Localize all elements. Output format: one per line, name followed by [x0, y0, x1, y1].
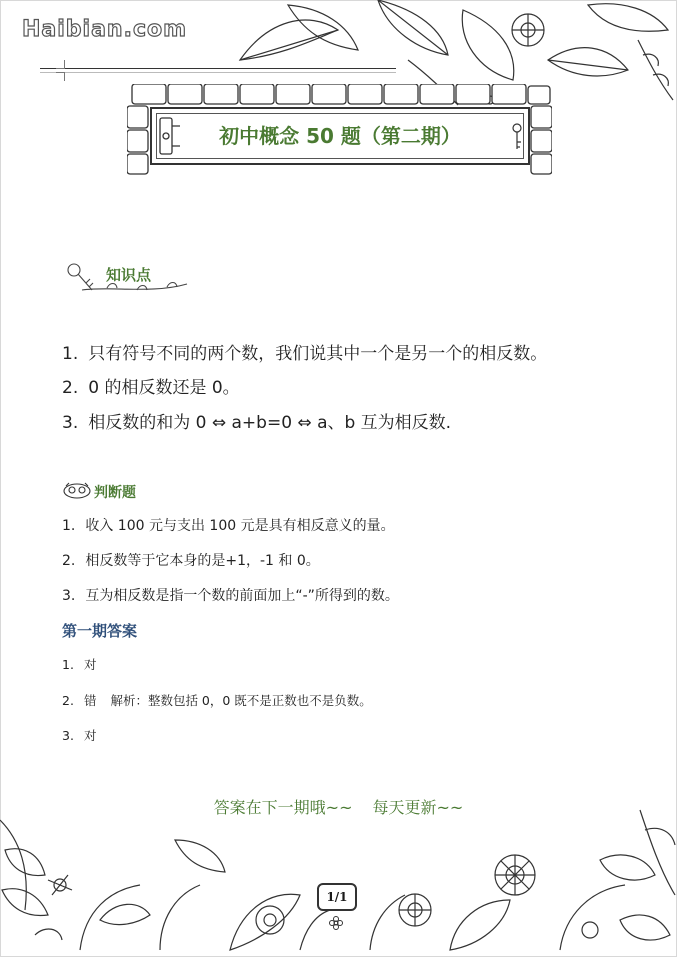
answer-item-number: 3. — [62, 728, 74, 743]
judgment-item — [62, 550, 320, 570]
knowledge-item-text: 相反数的和为 0 ⇔ a+b=0 ⇔ a、b 互为相反数. — [88, 413, 452, 433]
judgment-item-text: 收入 100 元与支出 100 元是具有相反意义的量。 — [85, 518, 395, 534]
judgment-item-text: 互为相反数是指一个数的前面加上“-”所得到的数。 — [85, 588, 399, 604]
crop-mark-top-left — [56, 60, 65, 69]
site-logo: Haibian.com — [22, 17, 188, 42]
footer-note-right: 每天更新~~ — [372, 798, 464, 817]
answer-explanation: 解析：整数包括 0，0 既不是正数也不是负数。 — [110, 693, 372, 708]
page-number: 1/1 — [317, 883, 357, 911]
answer-item-number: 1. — [62, 657, 74, 672]
knowledge-item — [62, 408, 451, 433]
knowledge-item-number: 3. — [62, 413, 79, 433]
judgment-item — [62, 515, 395, 535]
answer-item — [62, 691, 372, 709]
knowledge-item-text: 只有符号不同的两个数，我们说其中一个是另一个的相反数。 — [88, 344, 548, 364]
answers-heading: 第一期答案 — [62, 622, 138, 640]
judgment-item — [62, 585, 399, 605]
judgment-item-text: 相反数等于它本身的是+1，-1 和 0。 — [85, 553, 320, 569]
knowledge-heading: 知识点 — [106, 266, 152, 284]
judgment-item-number: 1. — [62, 518, 76, 534]
knowledge-item-text: 0 的相反数还是 0。 — [88, 378, 240, 398]
owl-icon — [62, 481, 92, 499]
answer-item — [62, 655, 96, 673]
crop-mark-top-left-lower — [56, 72, 65, 81]
small-flower-icon — [328, 916, 344, 930]
knowledge-item — [62, 373, 240, 398]
answer-item-number: 2. — [62, 693, 74, 708]
knowledge-item-number: 2. — [62, 378, 79, 398]
knowledge-item-number: 1. — [62, 344, 79, 364]
knowledge-item — [62, 339, 547, 364]
answer-value: 错 — [83, 693, 97, 708]
footer-note-left: 答案在下一期哦~~ — [213, 798, 353, 817]
floral-decoration-bottom-icon — [0, 800, 677, 955]
document-title: 初中概念 50 题（第二期） — [219, 124, 461, 148]
answer-value: 对 — [83, 657, 97, 672]
answer-value: 对 — [83, 728, 97, 743]
judgment-heading: 判断题 — [94, 485, 136, 501]
answer-item — [62, 726, 96, 744]
judgment-item-number: 2. — [62, 553, 76, 569]
judgment-item-number: 3. — [62, 588, 76, 604]
